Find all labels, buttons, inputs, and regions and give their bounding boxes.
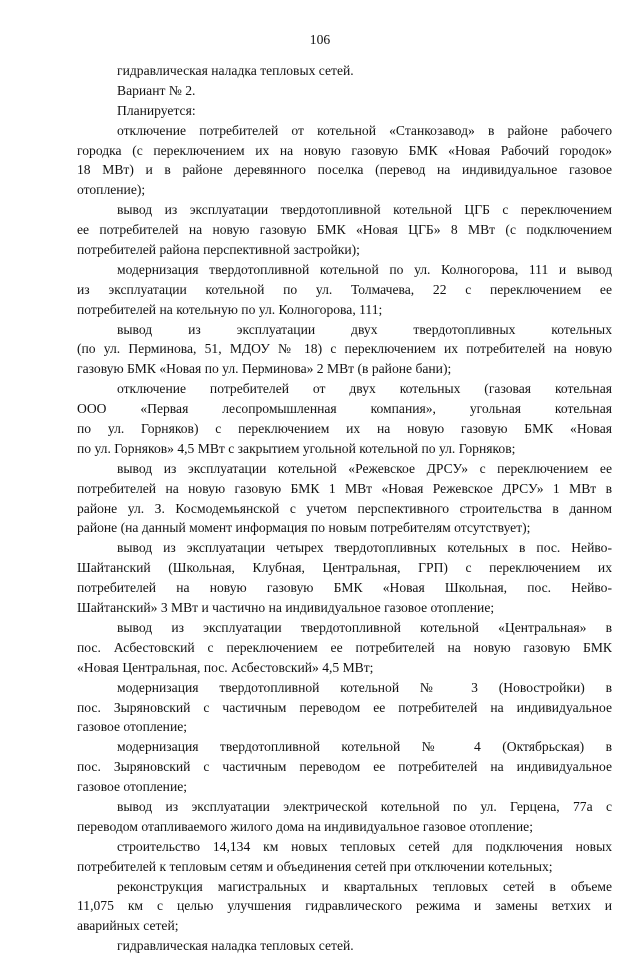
text-line: потребителей на котельную по ул. Колногорова, 111; (77, 301, 383, 317)
text-line: «Новая Центральная, пос. Асбестовский» 4,5 МВт; (77, 659, 374, 675)
text-line: вывод из эксплуатации твердотопливной котельной ЦГБ с переключением (117, 202, 612, 218)
text-line: модернизация твердотопливной котельной № 4 (Октябрьская) в (117, 739, 612, 755)
body-text (77, 61, 612, 956)
text-line: потребителей на новую газовую БМК 1 МВт «Новая Режевское ДРСУ» 1 МВт в (77, 480, 612, 496)
page-number: 106 (309, 32, 331, 47)
text-line: вывод из эксплуатации двух твердотопливных котельных (117, 321, 612, 337)
text-line: газовое отопление; (77, 719, 188, 735)
text-line: отключение потребителей от двух котельных (газовая котельная (117, 381, 612, 397)
text-line: пос. Зыряновский с частичным переводом ее потребителей на индивидуальное (77, 759, 612, 775)
text-line: ее потребителей на новую газовую БМК «Новая ЦГБ» 8 МВт (с подключением (77, 222, 612, 238)
text-line: из эксплуатации котельной по ул. Толмачева, 22 с переключением ее (77, 281, 612, 297)
text-line: Планируется: (117, 102, 196, 118)
text-line: по ул. Горняков» 4,5 МВт с закрытием угольной котельной по ул. Горняков; (77, 440, 516, 456)
text-line: ООО «Первая лесопромышленная компания», угольная котельная (77, 401, 612, 417)
text-line: районе ул. З. Космодемьянской с учетом перспективного строительства в данном (77, 500, 612, 516)
text-line: по ул. Горняков) с переключением их на новую газовую БМК «Новая (77, 421, 612, 437)
text-line: вывод из эксплуатации котельной «Режевское ДРСУ» с переключением ее (117, 460, 612, 476)
text-line: гидравлическая наладка тепловых сетей. (117, 938, 354, 954)
text-line: потребителей района перспективной застройки); (77, 242, 360, 258)
text-line: отключение потребителей от котельной «Станкозавод» в районе рабочего (117, 122, 612, 138)
text-line: газовую БМК «Новая по ул. Перминова» 2 МВт (в районе бани); (77, 361, 452, 377)
text-line: 11,075 км с целью улучшения гидравлического режима и замены ветхих и (77, 898, 612, 914)
text-line: переводом отапливаемого жилого дома на индивидуальное газовое отопление; (77, 818, 533, 834)
text-line: модернизация твердотопливной котельной по ул. Колногорова, 111 и вывод (117, 261, 612, 277)
text-line: (по ул. Перминова, 51, МДОУ № 18) с переключением их потребителей на новую (77, 341, 612, 357)
text-line: пос. Асбестовский с переключением ее потребителей на новую газовую БМК (77, 639, 612, 655)
text-line: Вариант № 2. (117, 82, 196, 98)
text-line: Шайтанский (Школьная, Клубная, Центральная, ГРП) с переключением их (77, 560, 612, 576)
text-line: вывод из эксплуатации электрической котельной по ул. Герцена, 77а с (117, 798, 612, 814)
text-line: потребителей на новую газовую БМК «Новая Школьная, пос. Нейво- (77, 580, 612, 596)
text-line: вывод из эксплуатации твердотопливной котельной «Центральная» в (117, 619, 612, 635)
text-line: аварийных сетей; (77, 918, 179, 934)
text-line: Шайтанский» 3 МВт и частично на индивидуальное газовое отопление; (77, 600, 495, 616)
text-line: газовое отопление; (77, 779, 188, 795)
text-line: строительство 14,134 км новых тепловых сетей для подключения новых (117, 838, 612, 854)
text-line: гидравлическая наладка тепловых сетей. (117, 63, 354, 78)
text-line: пос. Зыряновский с частичным переводом ее потребителей на индивидуальное (77, 699, 612, 715)
text-line: районе (на данный момент информация по новым потребителям отсутствует); (77, 520, 531, 536)
text-line: потребителей к тепловым сетям и объединения сетей при отключении котельных; (77, 858, 553, 874)
text-line: 18 МВт) и в районе деревянного поселка (перевод на индивидуальное газовое (77, 162, 612, 178)
text-line: реконструкция магистральных и квартальных тепловых сетей в объеме (117, 878, 612, 894)
text-line: отопление); (77, 182, 146, 198)
text-line: модернизация твердотопливной котельной № 3 (Новостройки) в (117, 679, 612, 695)
text-line: вывод из эксплуатации четырех твердотопливных котельных в пос. Нейво- (117, 540, 612, 556)
text-line: городка (с переключением их на новую газовую БМК «Новая Рабочий городок» (77, 142, 612, 158)
